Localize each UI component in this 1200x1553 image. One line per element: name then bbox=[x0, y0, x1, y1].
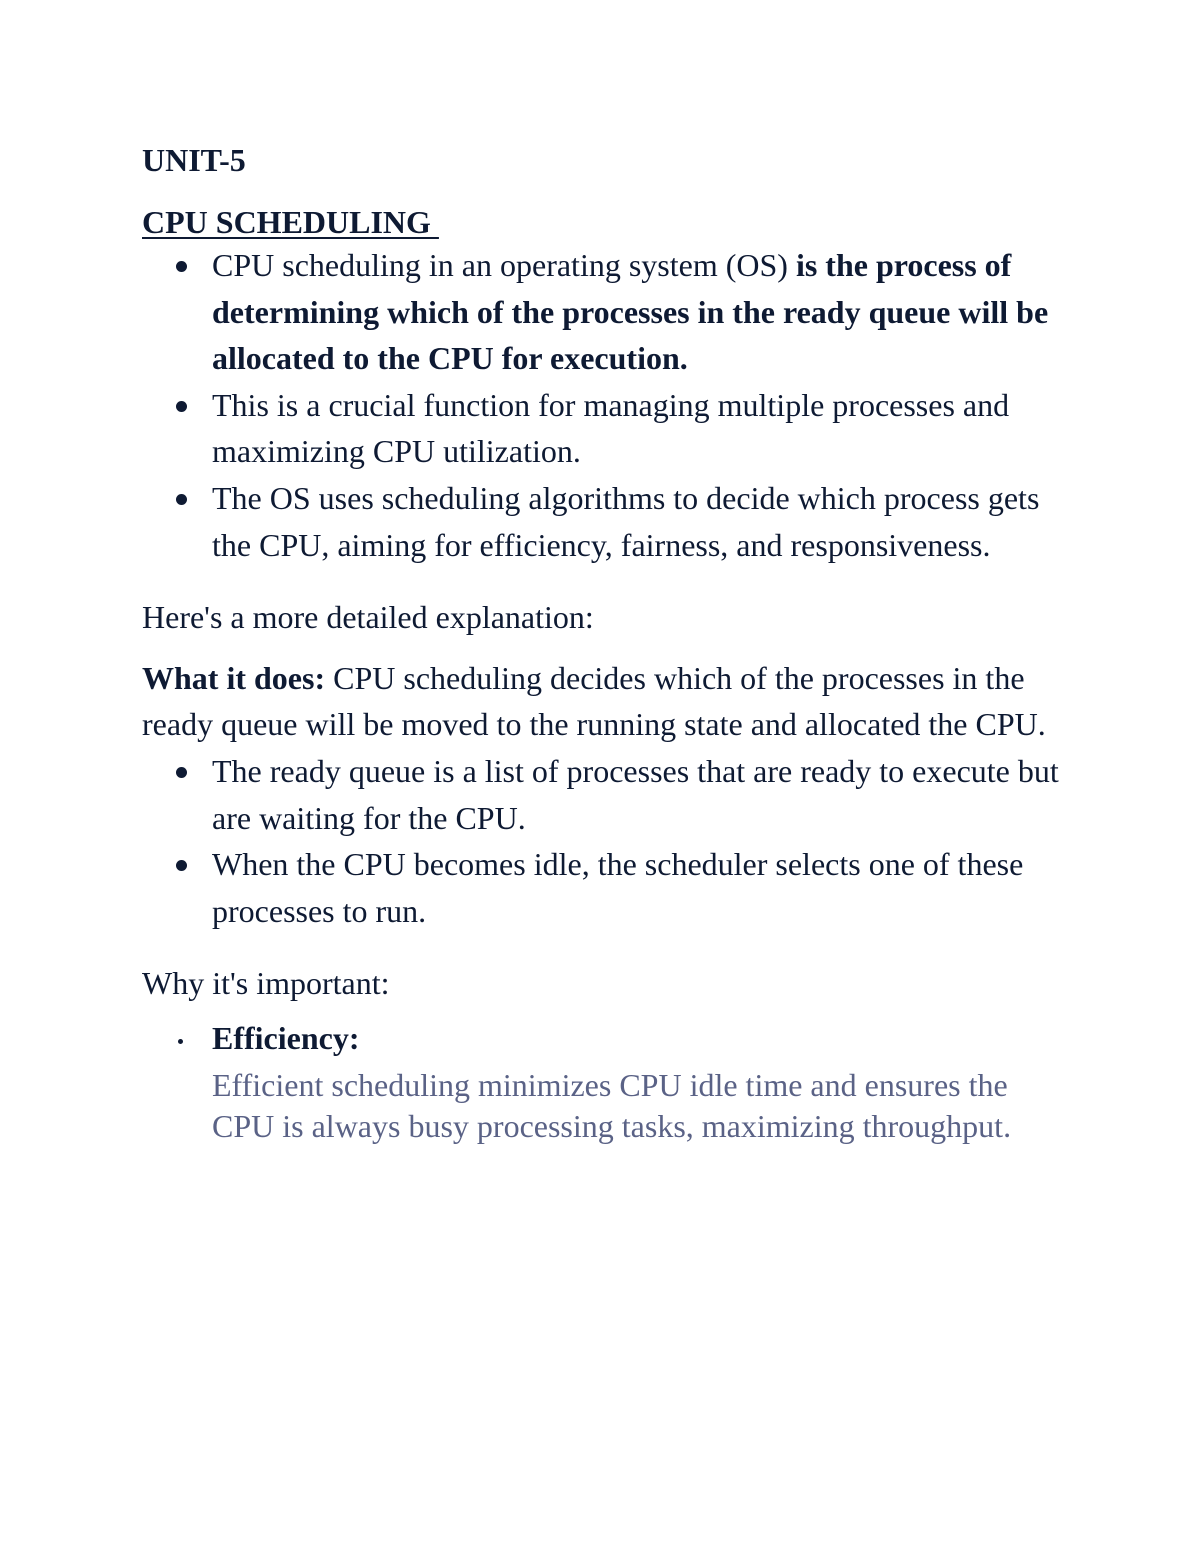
detail-intro: Here's a more detailed explanation: bbox=[142, 599, 594, 636]
small-bullet-icon bbox=[178, 1039, 183, 1044]
list-item bbox=[142, 748, 1072, 841]
why-heading: Why it's important: bbox=[142, 965, 390, 1002]
bullet-icon bbox=[176, 261, 187, 272]
importance-list bbox=[142, 1015, 1072, 1147]
bullet-text: When the CPU becomes idle, the scheduler selects one of these processes to run. bbox=[212, 846, 1024, 929]
list-item bbox=[142, 1015, 1072, 1147]
what-it-does-paragraph bbox=[142, 655, 1072, 748]
bullet-text-bold: is the process of determining which of the processes in the ready queue will be allocated to the CPU for execution. bbox=[212, 247, 1049, 377]
intro-bullet-list bbox=[142, 242, 1072, 568]
list-item bbox=[142, 841, 1072, 934]
bullet-icon bbox=[176, 767, 187, 778]
page-title: CPU SCHEDULING bbox=[142, 204, 439, 240]
bullet-text: The ready queue is a list of processes that are ready to execute but are waiting for the CPU. bbox=[212, 752, 1059, 836]
what-it-does-text: CPU scheduling decides which of the processes in the ready queue will be moved to the running state and allocated the CPU. bbox=[142, 659, 1046, 743]
bullet-icon bbox=[176, 860, 187, 871]
efficiency-label: Efficiency: bbox=[212, 1019, 360, 1056]
what-it-does-label: What it does: bbox=[142, 659, 326, 696]
list-item bbox=[142, 242, 1072, 382]
bullet-text: The OS uses scheduling algorithms to decide which process gets the CPU, aiming for efficiency, fairness, and responsiveness. bbox=[212, 479, 1040, 563]
bullet-icon bbox=[176, 401, 187, 412]
list-item bbox=[142, 475, 1072, 568]
efficiency-text: Efficient scheduling minimizes CPU idle time and ensures the CPU is always busy processing tasks, maximizing throughput. bbox=[212, 1066, 1012, 1144]
list-item bbox=[142, 382, 1072, 475]
document-page bbox=[142, 140, 1072, 1147]
bullet-text: This is a crucial function for managing multiple processes and maximizing CPU utilization. bbox=[212, 386, 1010, 470]
bullet-icon bbox=[176, 494, 187, 505]
unit-heading: UNIT-5 bbox=[142, 142, 246, 178]
queue-bullet-list bbox=[142, 748, 1072, 934]
bullet-text-normal: CPU scheduling in an operating system (OS) bbox=[212, 247, 796, 283]
